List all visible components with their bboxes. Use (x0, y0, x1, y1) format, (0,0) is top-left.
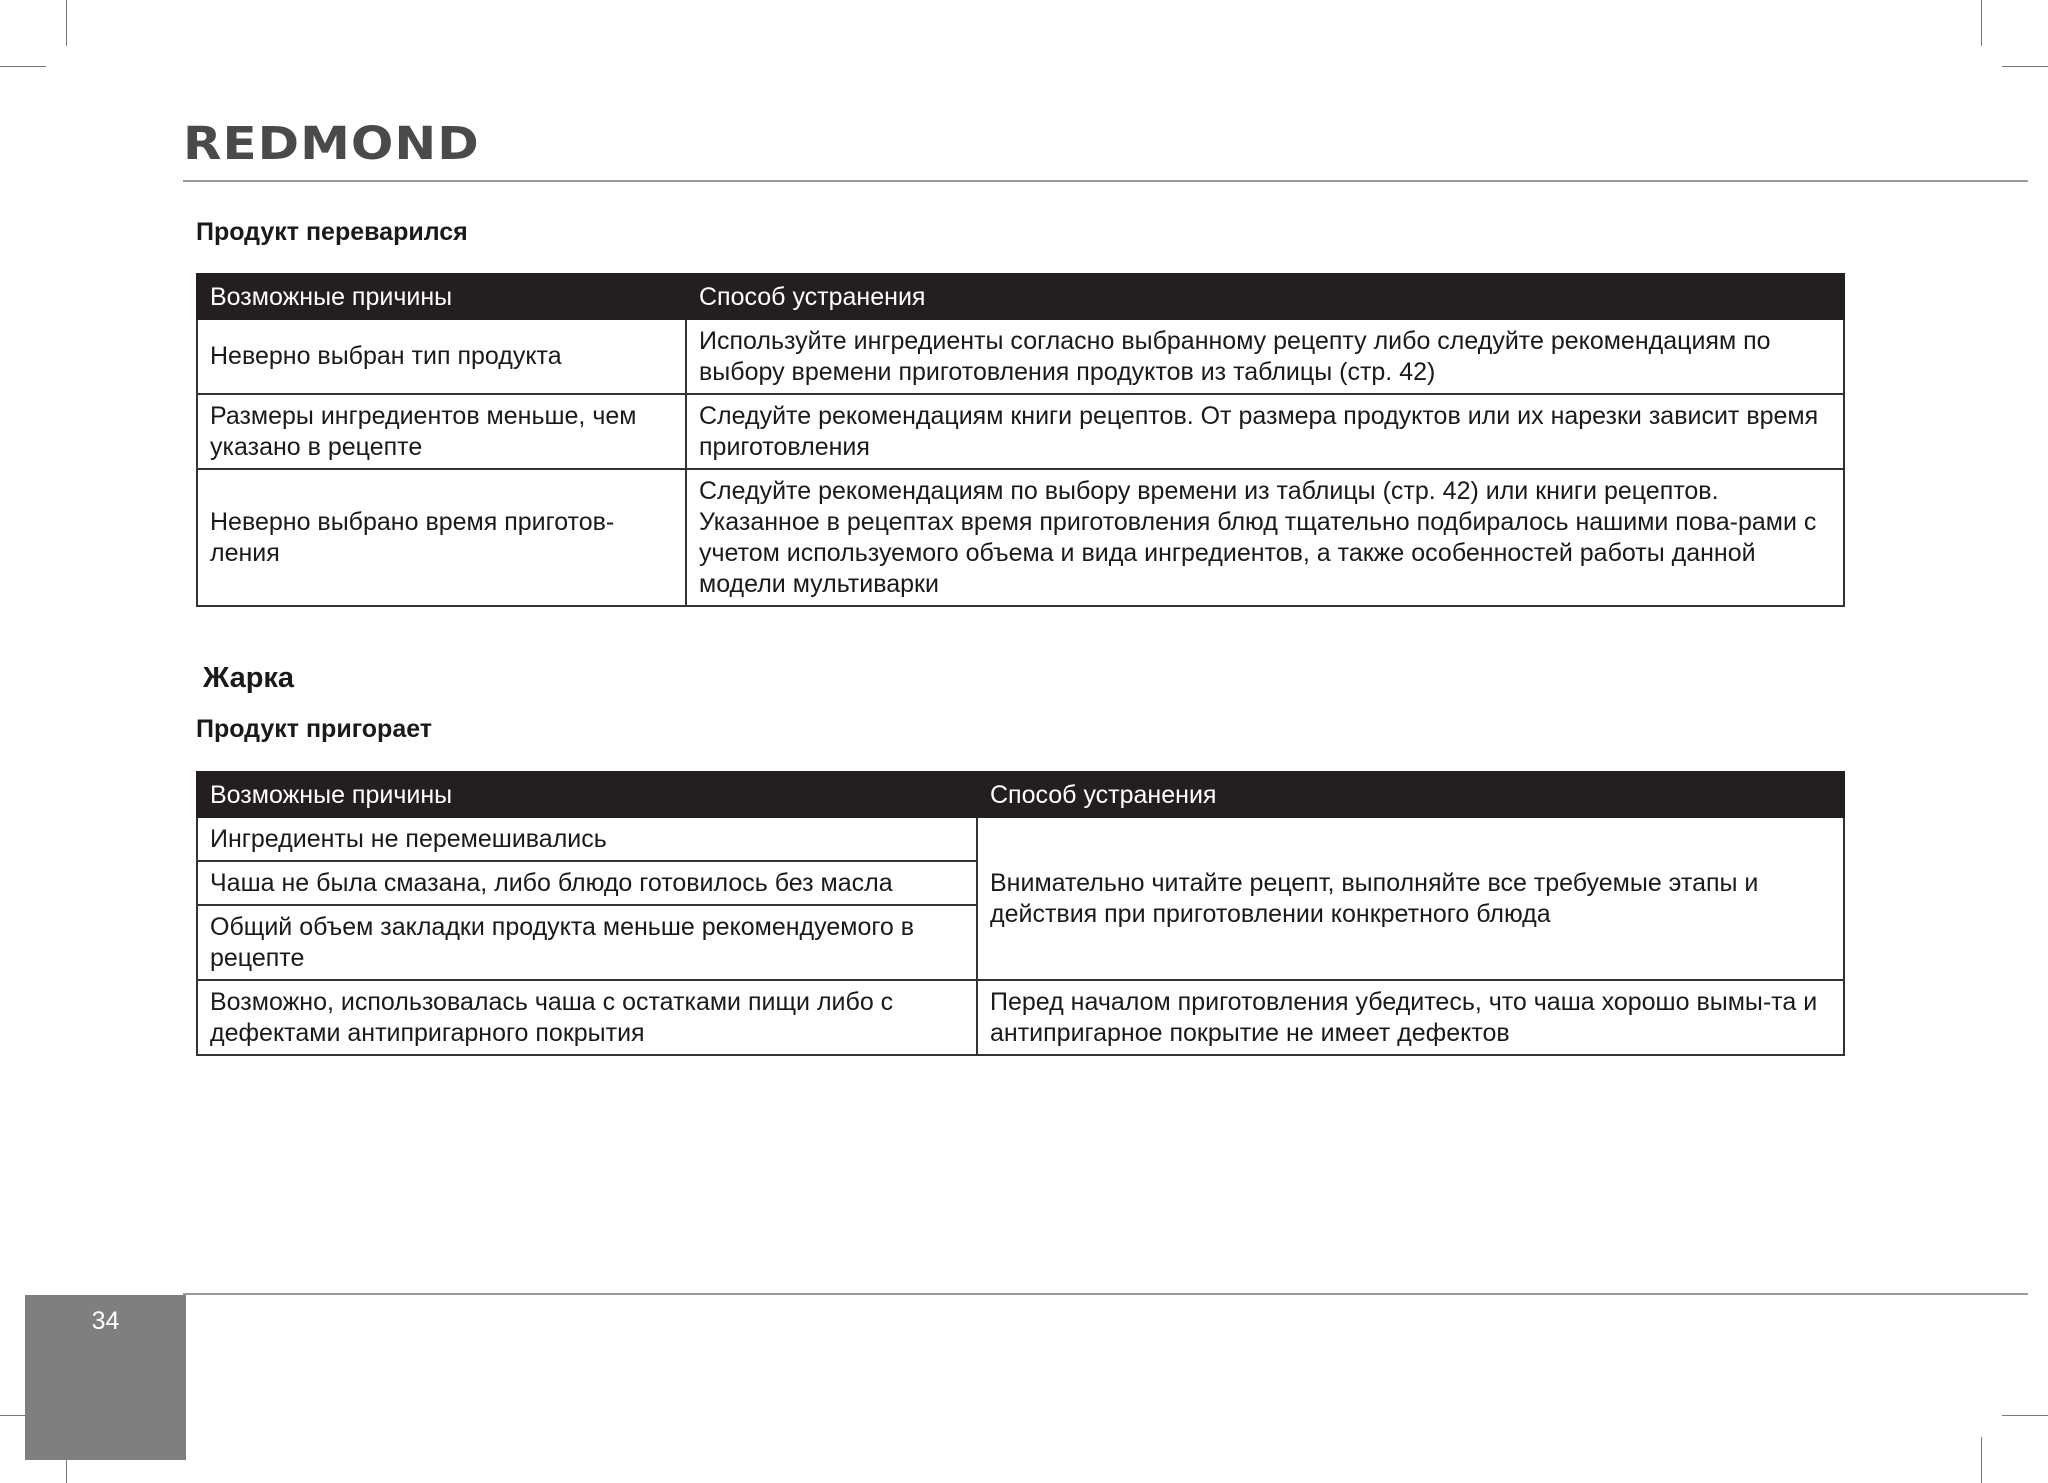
header-divider (183, 180, 2028, 182)
subheading-burns: Продукт пригорает (196, 715, 433, 743)
fix-cell: Следуйте рекомендациям книги рецептов. От размера продуктов или их нарезки зависит время приготовления (686, 394, 1844, 469)
table-row (197, 817, 1844, 861)
table-row (197, 469, 1844, 606)
column-header-causes: Возможные причины (197, 274, 686, 319)
cause-cell: Размеры ингредиентов меньше, чем указано в рецепте (197, 394, 686, 469)
section-heading-frying: Жарка (203, 662, 295, 694)
page-number: 34 (91, 1307, 120, 1335)
crop-mark (2002, 1415, 2048, 1416)
cause-cell: Ингредиенты не перемешивались (197, 817, 977, 861)
cause-cell: Возможно, использовалась чаша с остатками пищи либо с дефектами антипригарного покрытия (197, 980, 977, 1055)
crop-mark (66, 0, 67, 46)
cause-cell: Неверно выбрано время приготов-ления (197, 469, 686, 606)
column-header-causes: Возможные причины (197, 772, 977, 817)
cause-cell: Неверно выбран тип продукта (197, 319, 686, 394)
cause-cell: Общий объем закладки продукта меньше рекомендуемого в рецепте (197, 905, 977, 980)
table-row (197, 394, 1844, 469)
page-number-tab (25, 1295, 186, 1460)
cause-cell: Чаша не была смазана, либо блюдо готовилось без масла (197, 861, 977, 905)
fix-cell: Используйте ингредиенты согласно выбранному рецепту либо следуйте рекомендациям по выбору времени приготовления продуктов из таблицы (стр. 42) (686, 319, 1844, 394)
fix-cell: Следуйте рекомендациям по выбору времени из таблицы (стр. 42) или книги рецептов. Указанное в рецептах время приготовления блюд тщательно подбиралось нашими пова-рами с учетом используемого объема и вида ингредиентов, а также особенностей работы данной модели мультиварки (686, 469, 1844, 606)
table-header-row (197, 772, 1844, 817)
crop-mark (2002, 66, 2048, 67)
merged-fix-cell: Внимательно читайте рецепт, выполняйте все требуемые этапы и действия при приготовлении конкретного блюда (977, 817, 1844, 980)
table-burns (196, 771, 1845, 1056)
crop-mark (1981, 1437, 1982, 1483)
crop-mark (1981, 0, 1982, 46)
brand-logo: REDMOND (183, 117, 480, 170)
table-row (197, 319, 1844, 394)
fix-cell: Перед началом приготовления убедитесь, что чаша хорошо вымы-та и антипригарное покрытие не имеет дефектов (977, 980, 1844, 1055)
table-overcooked (196, 273, 1845, 607)
column-header-fix: Способ устранения (977, 772, 1844, 817)
column-header-fix: Способ устранения (686, 274, 1844, 319)
table-row (197, 980, 1844, 1055)
subheading-overcooked: Продукт переварился (196, 218, 468, 246)
footer-divider (183, 1293, 2028, 1295)
crop-mark (0, 66, 46, 67)
table-header-row (197, 274, 1844, 319)
